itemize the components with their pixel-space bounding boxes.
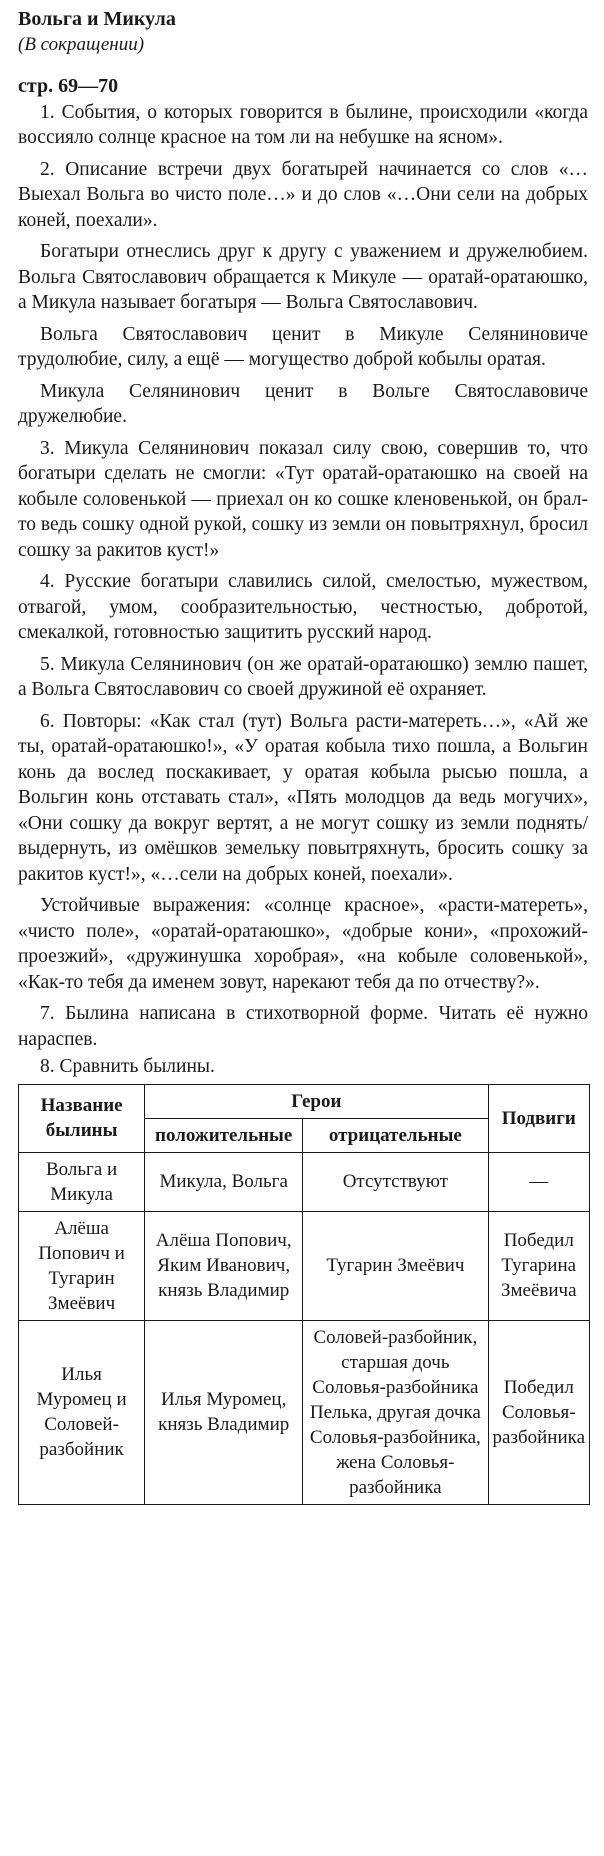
answer-paragraph: 7. Былина написана в стихотворной форме. Читать её нужно нараспев. bbox=[18, 1003, 588, 1050]
answer-paragraph: 4. Русские богатыри славились силой, смелостью, мужеством, отвагой, умом, сообразительностью, честностью, добротой, смекалкой, готовностью защитить русский народ. bbox=[18, 571, 588, 643]
cell-negative: Соловей-разбойник, старшая дочь Соловья-разбойника Пелька, другая дочка Соловья-разбойника, жена Соловья-разбойника bbox=[303, 1320, 488, 1504]
cell-negative: Тугарин Змеёвич bbox=[303, 1211, 488, 1320]
cell-positive: Алёша Попович, Яким Иванович, князь Владимир bbox=[145, 1211, 303, 1320]
answer-paragraph: 6. Повторы: «Как стал (тут) Вольга расти-матереть…», «Ай же ты, оратай-оратаюшко!», «У оратая кобыла тихо пошла, а Вольгин конь да вослед поскакивает, у оратая кобыла рысью пошла, а Вольгин конь отставать стал», «Пять молодцов да ведь могучих», «Они сошку да вокруг вертят, а не могут сошку из земли поднять/выдернуть, из омёшков земельку повытряхнуть, бросить сошку за ракитов куст!», «…сели на добрых коней, поехали». bbox=[18, 710, 588, 885]
comparison-table bbox=[18, 1084, 590, 1505]
answer-paragraph: Устойчивые выражения: «солнце красное», «расти-матереть», «чисто поле», «оратай-оратаюшко», «добрые кони», «прохожий-проезжий», «дружинушка хоробрая», «на кобыле соловенькой», «Как-то тебя да именем зовут, нарекают тебя да по отчеству?». bbox=[18, 895, 588, 993]
header-heroes: Герои bbox=[145, 1084, 488, 1118]
answer-paragraph: 8. Сравнить былины. bbox=[40, 1056, 215, 1077]
cell-negative: Отсутствуют bbox=[303, 1152, 488, 1211]
cell-name: Алёша Попович и Тугарин Змеёвич bbox=[19, 1211, 145, 1320]
cell-name: Илья Муромец и Соловей-разбойник bbox=[19, 1320, 145, 1504]
header-positive: положительные bbox=[145, 1118, 303, 1152]
document-subtitle: (В сокращении) bbox=[18, 34, 145, 55]
page-reference: стр. 69—70 bbox=[18, 75, 119, 97]
answer-paragraph: 3. Микула Селянинович показал силу свою, совершив то, что богатыри сделать не смогли: «Тут оратай-оратаюшко на своей на кобыле соловенькой — приехал он ко сошке кленовенькой, он брал-то ведь сошку одной рукой, сошку из земли он повытряхнул, бросил сошку за ракитов куст!» bbox=[18, 437, 588, 561]
cell-name: Вольга и Микула bbox=[19, 1152, 145, 1211]
answer-paragraph: 2. Описание встречи двух богатырей начинается со слов «…Выехал Вольга во чисто поле…» и до слов «…Они сели на добрых коней, поехали». bbox=[18, 158, 588, 231]
cell-deeds: Победил Соловья-разбойника bbox=[488, 1320, 589, 1504]
cell-deeds: Победил Тугарина Змеёвича bbox=[488, 1211, 589, 1320]
document-title: Вольга и Микула bbox=[18, 8, 176, 30]
table-row bbox=[19, 1211, 590, 1320]
header-negative: отрицательные bbox=[303, 1118, 488, 1152]
cell-positive: Микула, Вольга bbox=[145, 1152, 303, 1211]
answer-paragraph: Микула Селянинович ценит в Вольге Святославовиче дружелюбие. bbox=[18, 380, 588, 427]
cell-deeds: — bbox=[488, 1152, 589, 1211]
table-row bbox=[19, 1320, 590, 1504]
answer-paragraph: 5. Микула Селянинович (он же оратай-оратаюшко) землю пашет, а Вольга Святославович со своей дружиной её охраняет. bbox=[18, 653, 588, 700]
answer-paragraph: 1. События, о которых говорится в былине, происходили «когда воссияло солнце красное на том ли на небушке на ясном». bbox=[18, 101, 588, 148]
answer-paragraph: Богатыри отнеслись друг к другу с уважением и дружелюбием. Вольга Святославович обращается к Микуле — оратай-оратаюшко, а Микула называет богатыря — Вольга Святославович. bbox=[18, 241, 588, 313]
header-name: Название былины bbox=[19, 1084, 145, 1152]
table-row bbox=[19, 1152, 590, 1211]
answer-paragraph: Вольга Святославович ценит в Микуле Селяниновиче трудолюбие, силу, а ещё — могущество доброй кобылы оратая. bbox=[18, 323, 588, 370]
cell-positive: Илья Муромец, князь Владимир bbox=[145, 1320, 303, 1504]
header-deeds: Подвиги bbox=[488, 1084, 589, 1152]
